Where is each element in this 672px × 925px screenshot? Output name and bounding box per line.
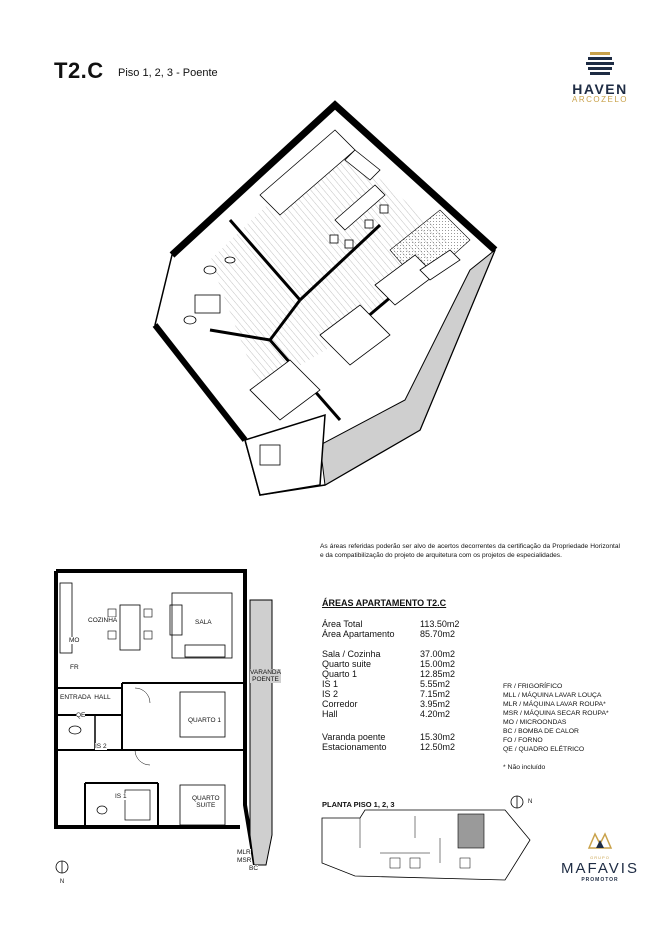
floor-plan — [40, 565, 290, 885]
room-label-cozinha: COZINHA — [88, 617, 118, 624]
room-label-is1: IS 1 — [115, 793, 127, 800]
key-plan — [320, 808, 540, 883]
key-plan-north-label: N — [528, 799, 533, 805]
legend-item: MLL / MÁQUINA LAVAR LOUÇA — [503, 692, 602, 699]
area-row: Área Apartamento 85.70m2 — [322, 629, 456, 639]
room-label-varanda: VARANDA POENTE — [250, 669, 281, 683]
legend-item: FO / FORNO — [503, 737, 543, 744]
area-row: Quarto suite 15.00m2 — [322, 659, 456, 669]
legend-item: BC / BOMBA DE CALOR — [503, 728, 579, 735]
legend-item: MLR / MÁQUINA LAVAR ROUPA* — [503, 701, 606, 708]
north-arrow-icon — [55, 860, 69, 874]
legend-note: * Não incluído — [503, 764, 546, 771]
room-label-quarto-suite: QUARTO SUITE — [192, 795, 220, 809]
haven-logo — [560, 50, 640, 104]
north-arrow — [52, 860, 72, 885]
area-row: Hall 4.20m2 — [322, 709, 451, 719]
axonometric-view — [150, 100, 510, 500]
room-label-mo: MO — [69, 637, 80, 644]
unit-highlight — [458, 814, 484, 848]
promoter-group: GRUPO — [590, 855, 610, 860]
room-label-bc: BC — [249, 865, 259, 872]
mafavis-emblem-icon — [587, 832, 613, 850]
areas-table — [322, 619, 459, 752]
north-arrow-icon — [510, 795, 524, 809]
room-label-mlr: MLR — [237, 849, 251, 856]
area-row: IS 1 5.55m2 — [322, 679, 451, 689]
area-row: Varanda poente 15.30m2 — [322, 732, 456, 742]
area-row: IS 2 7.15m2 — [322, 689, 451, 699]
north-label: N — [59, 879, 65, 885]
key-plan-label: PLANTA PISO 1, 2, 3 — [322, 800, 395, 809]
haven-emblem-icon — [582, 50, 618, 76]
unit-title: T2.C — [54, 58, 104, 83]
mafavis-logo — [560, 832, 640, 883]
abbreviation-legend — [503, 682, 609, 754]
areas-title: ÁREAS APARTAMENTO T2.C — [322, 598, 447, 608]
promoter-name: MAFAVIS — [561, 860, 639, 877]
unit-subtitle: Piso 1, 2, 3 - Poente — [118, 67, 218, 79]
legend-item: FR / FRIGORÍFICO — [503, 683, 563, 690]
legend-item: QE / QUADRO ELÉTRICO — [503, 746, 585, 753]
legend-item: MSR / MÁQUINA SECAR ROUPA* — [503, 710, 609, 717]
area-row: Área Total 113.50m2 — [322, 619, 460, 629]
brand-location: ARCOZELO — [571, 95, 628, 104]
room-label-fr: FR — [70, 664, 79, 671]
room-label-qe: QE — [76, 712, 86, 719]
legend-item: MO / MICROONDAS — [503, 719, 567, 726]
area-row: Corredor 3.95m2 — [322, 699, 451, 709]
room-label-msr: MSR — [237, 857, 252, 864]
room-label-entrada-hall: ENTRADA HALL — [60, 694, 111, 701]
promoter-role: PROMOTOR — [581, 877, 619, 883]
area-row: Quarto 1 12.85m2 — [322, 669, 456, 679]
room-label-quarto1: QUARTO 1 — [188, 717, 221, 724]
room-label-is2: IS 2 — [95, 743, 107, 750]
area-row: Sala / Cozinha 37.00m2 — [322, 649, 456, 659]
brand-name: HAVEN — [572, 81, 628, 97]
area-row: Estacionamento 12.50m2 — [322, 742, 456, 752]
disclaimer-text: As áreas referidas poderão ser alvo de acertos decorrentes da certificação da Propriedade Horizontal e da compatibilização do projeto de arquitetura com os projetos de especialidades. — [320, 543, 620, 559]
room-label-sala: SALA — [195, 619, 212, 626]
